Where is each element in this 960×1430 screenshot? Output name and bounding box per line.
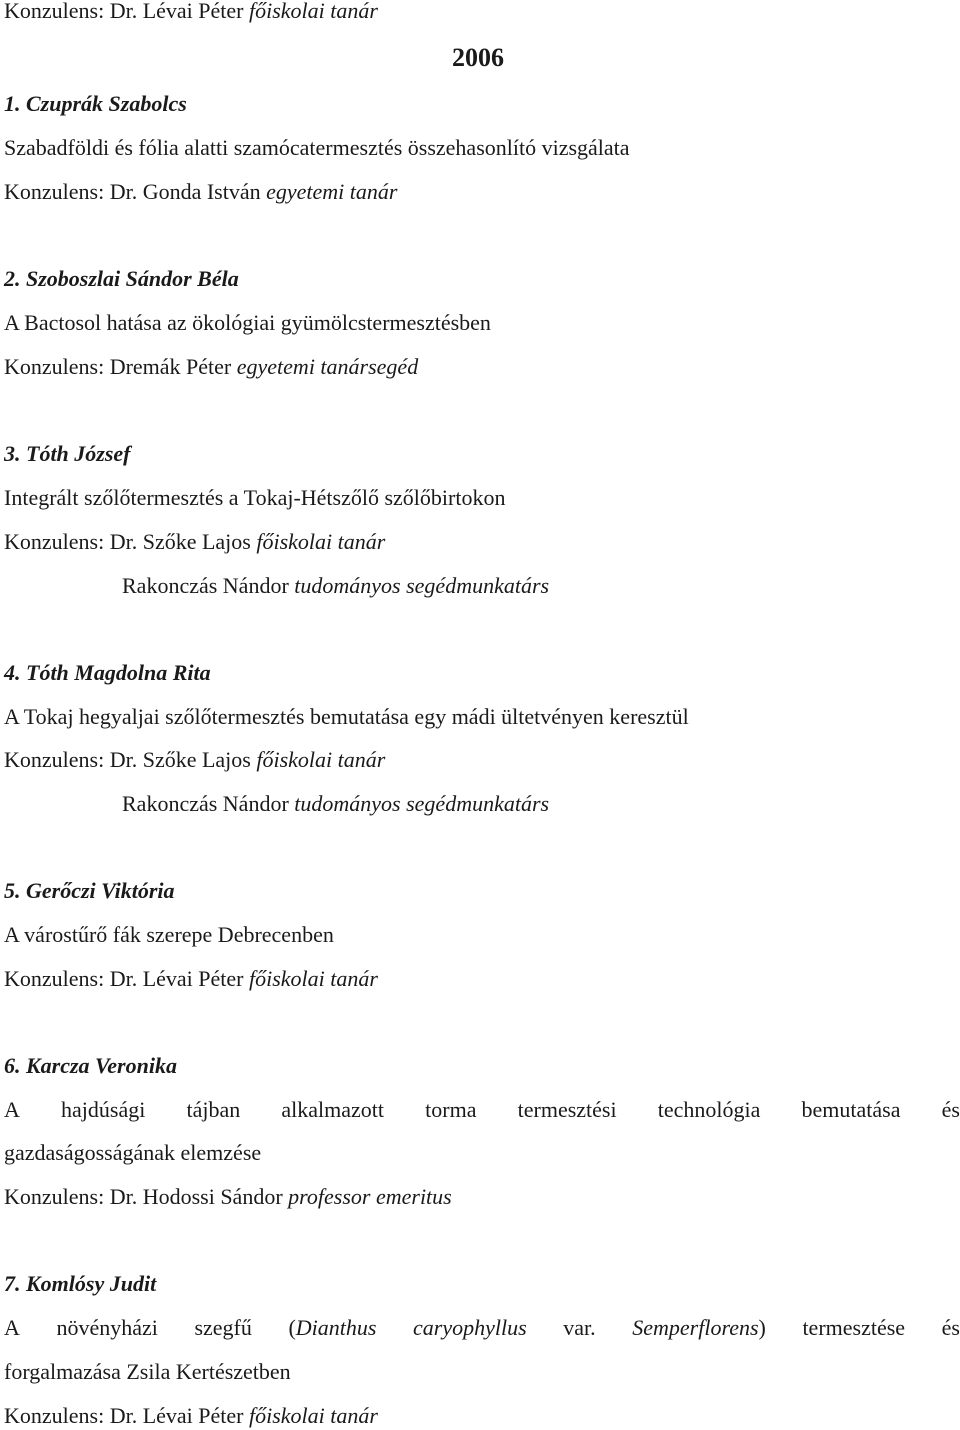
thesis-title-line2: gazdaságosságának elemzése	[4, 1140, 262, 1165]
entry-name: 7. Komlósy Judit	[4, 1271, 157, 1296]
title-word: tájban	[186, 1097, 241, 1122]
consultant-line	[4, 179, 397, 205]
title-word: technológia	[657, 1097, 761, 1122]
title-word: szegfű	[194, 1315, 252, 1340]
title-word: bemutatása	[801, 1097, 901, 1122]
consultant-role: főiskolai tanár	[249, 966, 378, 991]
consultant-name: Konzulens: Dr. Lévai Péter	[4, 0, 244, 23]
title-word	[632, 1315, 766, 1341]
consultant-name: Konzulens: Dr. Szőke Lajos	[4, 747, 251, 772]
title-word: torma	[425, 1097, 477, 1122]
species-genus: Dianthus	[295, 1315, 377, 1340]
title-word: termesztési	[517, 1097, 617, 1122]
title-word: var.	[563, 1315, 596, 1340]
consultant-role: főiskolai tanár	[249, 0, 378, 23]
thesis-title: A várostűrő fák szerepe Debrecenben	[4, 922, 334, 947]
species-epithet: caryophyllus	[413, 1315, 527, 1340]
consultant-role: professor emeritus	[288, 1184, 452, 1209]
consultant-role: főiskolai tanár	[256, 747, 386, 772]
title-word: növényházi	[56, 1315, 158, 1340]
consultant-name: Konzulens: Dr. Gonda István	[4, 179, 261, 204]
consultant-line-secondary	[122, 791, 549, 817]
title-word: termesztése	[802, 1315, 906, 1340]
consultant-name: Konzulens: Dr. Lévai Péter	[4, 966, 244, 991]
entry-name: 4. Tóth Magdolna Rita	[4, 660, 211, 685]
consultant-line	[4, 1403, 378, 1429]
consultant-role: egyetemi tanársegéd	[236, 354, 419, 379]
consultant-role: egyetemi tanár	[266, 179, 398, 204]
consultant-line	[4, 1184, 452, 1210]
entry-name: 2. Szoboszlai Sándor Béla	[4, 266, 239, 291]
consultant-name: Konzulens: Dr. Lévai Péter	[4, 1403, 244, 1428]
entry-name: 3. Tóth József	[4, 441, 131, 466]
thesis-title: Szabadföldi és fólia alatti szamócatermesztés összehasonlító vizsgálata	[4, 135, 630, 160]
title-word	[288, 1315, 376, 1341]
consultant-line	[4, 747, 385, 773]
consultant-role: főiskolai tanár	[256, 529, 386, 554]
title-word: hajdúsági	[61, 1097, 146, 1122]
cultivar-name: Semperflorens	[632, 1315, 759, 1340]
consultant-line	[4, 0, 378, 24]
consultant-line	[4, 354, 418, 380]
year-heading: 2006	[452, 43, 504, 72]
thesis-title-line1	[4, 1097, 960, 1123]
title-word: és	[941, 1097, 960, 1122]
entry-name: 6. Karcza Veronika	[4, 1053, 177, 1078]
title-word: A	[4, 1097, 20, 1122]
title-word: A	[4, 1315, 20, 1340]
consultant-role: tudományos segédmunkatárs	[294, 573, 550, 598]
consultant-line	[4, 966, 378, 992]
consultant-name: Rakonczás Nándor	[122, 573, 289, 598]
consultant-name: Konzulens: Dr. Szőke Lajos	[4, 529, 251, 554]
thesis-title-line1	[4, 1315, 960, 1341]
consultant-role: tudományos segédmunkatárs	[294, 791, 550, 816]
thesis-title: A Tokaj hegyaljai szőlőtermesztés bemutatása egy mádi ültetvényen keresztül	[4, 704, 689, 729]
thesis-title: A Bactosol hatása az ökológiai gyümölcstermesztésben	[4, 310, 491, 335]
consultant-line-secondary	[122, 573, 549, 599]
thesis-title-line2: forgalmazása Zsila Kertészetben	[4, 1359, 291, 1384]
paren-open: (	[288, 1315, 296, 1340]
consultant-name: Rakonczás Nándor	[122, 791, 289, 816]
title-word: és	[941, 1315, 960, 1340]
consultant-line	[4, 529, 385, 555]
title-word: alkalmazott	[281, 1097, 385, 1122]
consultant-name: Konzulens: Dremák Péter	[4, 354, 232, 379]
consultant-name: Konzulens: Dr. Hodossi Sándor	[4, 1184, 283, 1209]
entry-name: 5. Gerőczi Viktória	[4, 878, 175, 903]
paren-close: )	[758, 1315, 766, 1340]
thesis-title: Integrált szőlőtermesztés a Tokaj-Hétszőlő szőlőbirtokon	[4, 485, 506, 510]
entry-name: 1. Czuprák Szabolcs	[4, 91, 187, 116]
consultant-role: főiskolai tanár	[249, 1403, 378, 1428]
